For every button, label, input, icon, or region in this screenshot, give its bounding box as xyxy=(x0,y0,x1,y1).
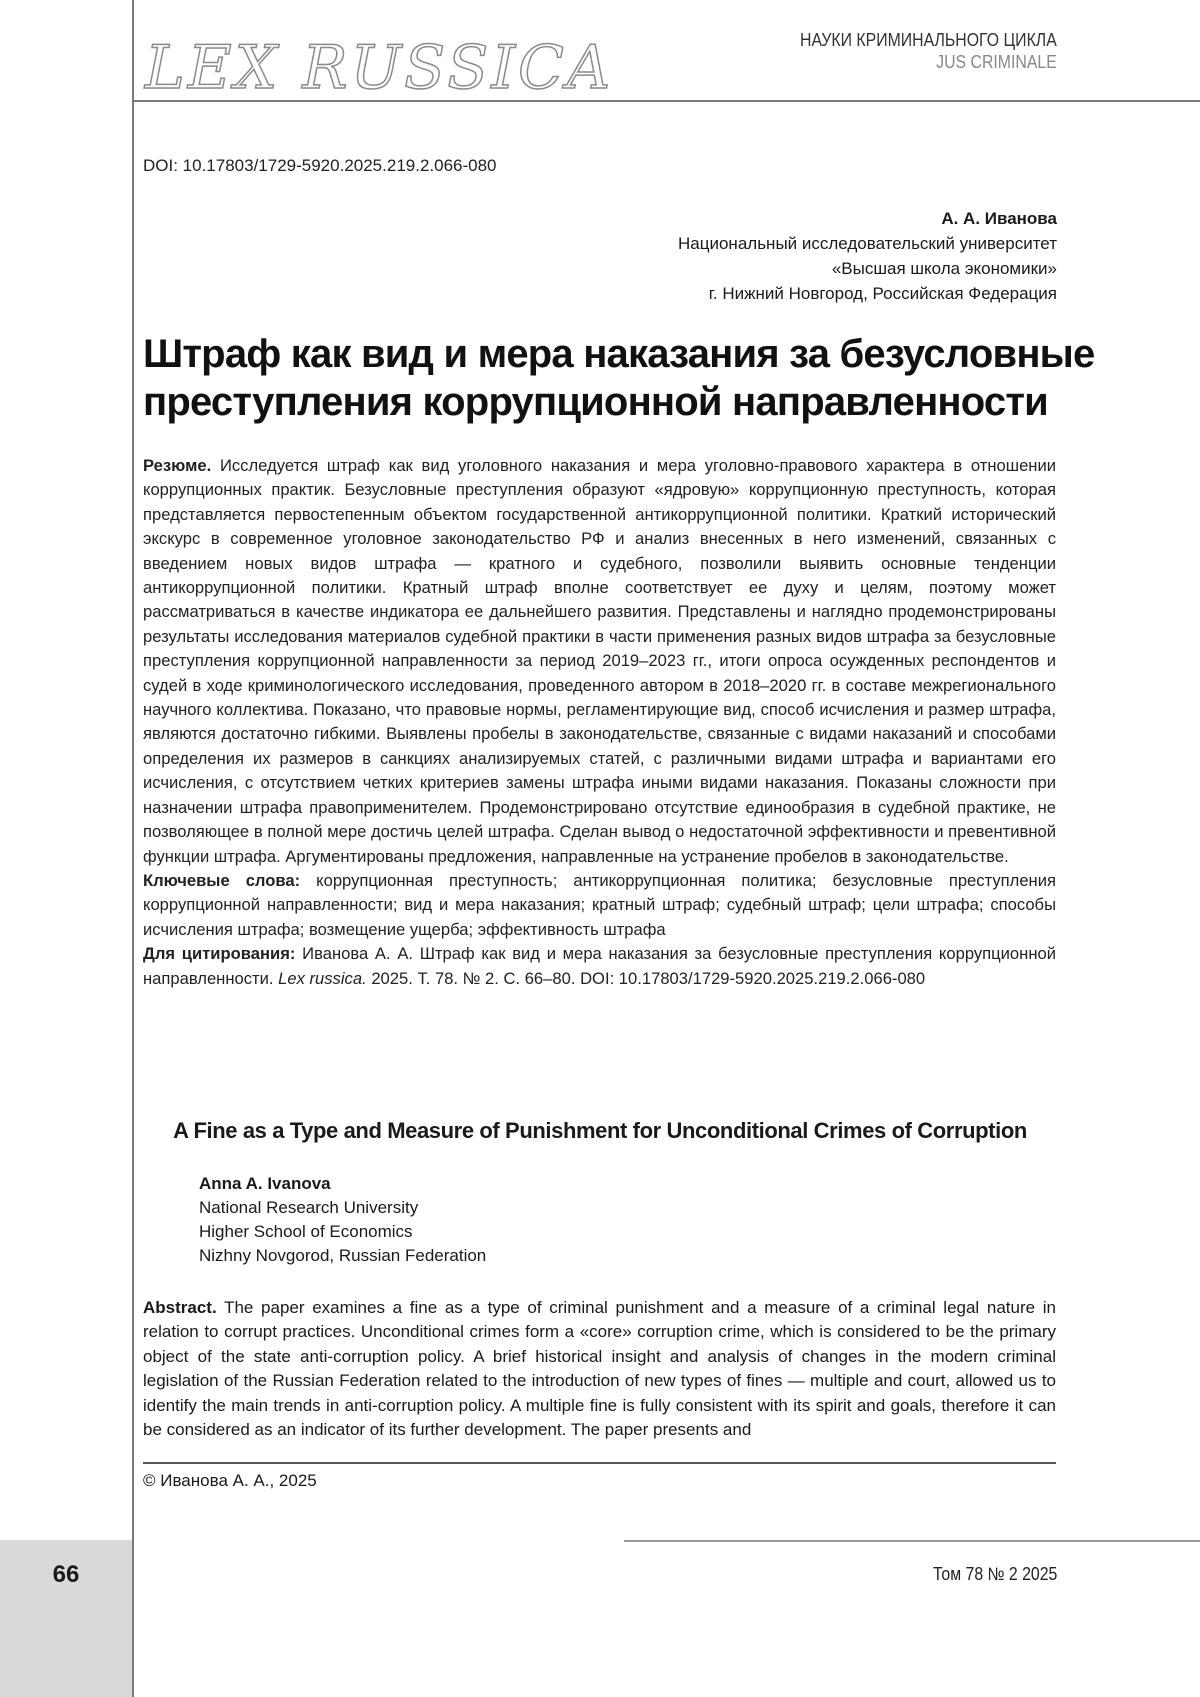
author-block xyxy=(678,206,1057,306)
abstract-ru-text: Исследуется штраф как вид уголовного наказания и мера уголовно-правового характера в отношении коррупционных практик. Безусловные преступления образуют «ядровую» коррупционную преступность, которая представляется первостепенным объектом государственной антикоррупционной политики. Краткий исторический экскурс в современное уголовное законодательство РФ и анализ внесенных в него изменений, связанных с введением новых видов штрафа — кратного и судебного, позволили выявить основные тенденции антикоррупционной политики. Кратный штраф вполне соответствует ее духу и целям, поэтому может рассматриваться в качестве индикатора ее дальнейшего развития. Представлены и наглядно продемонстрированы результаты исследования материалов судебной практики в части применения разных видов штрафа за безусловные преступления коррупционной направленности за период 2019–2023 гг., итоги опроса осужденных респондентов и судей в ходе криминологического исследования, проведенного автором в 2018–2020 гг. в составе межрегионального научного коллектива. Показано, что правовые нормы, регламентирующие вид, способ исчисления и размер штрафа, являются достаточно гибкими. Выявлены пробелы в законодательстве, связанные с видами наказаний и способами определения их размеров в санкциях анализируемых статей, с различными видами штрафа и вариантами его исчисления, с отсутствием четких критериев замены штрафа иными видами наказания. Показаны сложности при назначении штрафа правоприменителем. Продемонстрировано отсутствие единообразия в судебной практике, не позволяющее в полной мере достичь целей штрафа. Сделан вывод о недостаточной эффективности и превентивной функции штрафа. Аргументированы предложения, направленные на устранение пробелов в законодательстве. xyxy=(143,456,1056,866)
author-location: г. Нижний Новгород, Российская Федерация xyxy=(678,281,1057,306)
paper-title-line-1: Штраф как вид и мера наказания за безусловные xyxy=(143,330,1103,378)
abstract-ru-paragraph xyxy=(143,454,1056,869)
citation-text-after: 2025. Т. 78. № 2. С. 66–80. DOI: 10.17803/1729-5920.2025.219.2.066-080 xyxy=(371,969,925,988)
journal-logo: LEX RUSSICA xyxy=(145,38,613,98)
keywords-text: коррупционная преступность; антикоррупционная политика; безусловные преступления коррупционной направленности; вид и мера наказания; кратный штраф; судебный штраф; цели штрафа; способы исчисления штрафа; возмещение ущерба; эффективность штрафа xyxy=(143,871,1056,939)
english-affiliation-1: National Research University xyxy=(199,1196,486,1220)
english-title: A Fine as a Type and Measure of Punishment for Unconditional Crimes of Corruption xyxy=(0,1118,1200,1144)
section-heading-lat: JUS CRIMINALE xyxy=(800,52,1057,74)
issue-info: Том 78 № 2 2025 xyxy=(933,1564,1057,1585)
page-number: 66 xyxy=(0,1561,132,1589)
keywords-label: Ключевые слова: xyxy=(143,871,300,890)
author-name: А. А. Иванова xyxy=(678,206,1057,231)
author-affiliation-1: Национальный исследовательский университет xyxy=(678,231,1057,256)
abstract-en-label: Abstract. xyxy=(143,1298,217,1317)
section-heading xyxy=(765,30,1057,73)
keywords-paragraph xyxy=(143,869,1056,942)
author-affiliation-2: «Высшая школа экономики» xyxy=(678,256,1057,281)
abstract-ru-label: Резюме. xyxy=(143,456,211,475)
section-heading-ru: НАУКИ КРИМИНАЛЬНОГО ЦИКЛА xyxy=(800,30,1057,52)
citation-journal: Lex russica. xyxy=(278,969,367,988)
doi: DOI: 10.17803/1729-5920.2025.219.2.066-080 xyxy=(143,156,497,176)
english-affiliation-2: Higher School of Economics xyxy=(199,1220,486,1244)
citation-paragraph xyxy=(143,942,1056,991)
paper-title-line-2: преступления коррупционной направленности xyxy=(143,378,1103,426)
paper-title xyxy=(143,330,1103,426)
english-location: Nizhny Novgorod, Russian Federation xyxy=(199,1244,486,1268)
abstract-ru xyxy=(143,454,1056,991)
copyright: © Иванова А. А., 2025 xyxy=(143,1471,317,1491)
citation-text-before: Иванова А. А. Штраф как вид и мера наказания за безусловные преступления коррупционной направленности. xyxy=(143,944,1056,987)
abstract-en xyxy=(143,1296,1056,1442)
left-margin-rule xyxy=(132,0,134,1697)
footer-rule xyxy=(624,1540,1200,1542)
footnote-rule xyxy=(143,1462,1056,1464)
english-author-block xyxy=(199,1172,486,1268)
abstract-en-text: The paper examines a fine as a type of criminal punishment and a measure of a criminal legal nature in relation to corrupt practices. Unconditional crimes form a «core» corruption crime, which is considered to be the primary object of the state anti-corruption policy. A brief historical insight and analysis of changes in the modern criminal legislation of the Russian Federation related to the introduction of new types of fines — multiple and court, allowed us to identify the main trends in anti-corruption policy. A multiple fine is fully consistent with its spirit and goals, therefore it can be considered as an indicator of its further development. The paper presents and xyxy=(143,1298,1056,1439)
english-author-name: Anna A. Ivanova xyxy=(199,1172,486,1196)
citation-label: Для цитирования: xyxy=(143,944,295,963)
